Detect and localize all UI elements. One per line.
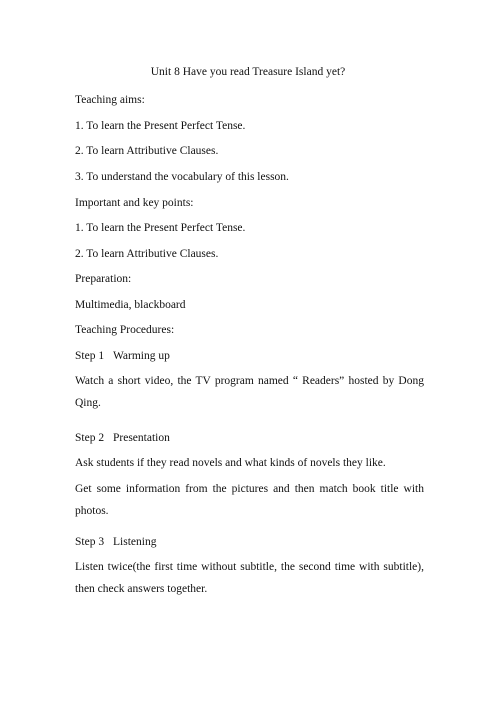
preparation-heading: Preparation: [75, 273, 132, 285]
step-heading [75, 432, 170, 444]
procedures-heading: Teaching Procedures: [75, 324, 175, 336]
teaching-aim-item: 1. To learn the Present Perfect Tense. [75, 120, 246, 132]
step-name: Warming up [113, 350, 170, 362]
step-heading [75, 350, 170, 362]
key-point-item: 2. To learn Attributive Clauses. [75, 248, 219, 260]
document-title: Unit 8 Have you read Treasure Island yet? [150, 66, 346, 78]
step-heading [75, 536, 156, 548]
step-name: Listening [113, 536, 157, 548]
key-points-heading: Important and key points: [75, 197, 194, 209]
teaching-aim-item: 3. To understand the vocabulary of this lesson. [75, 171, 289, 183]
step-label: Step 2 [75, 432, 105, 444]
step-paragraph: Ask students if they read novels and what kinds of novels they like. [75, 457, 386, 469]
teaching-aim-item: 2. To learn Attributive Clauses. [75, 145, 219, 157]
step-label: Step 1 [75, 350, 105, 362]
step-paragraph: Listen twice(the first time without subtitle, the second time with subtitle), then check answers together. [75, 561, 424, 595]
step-label: Step 3 [75, 536, 105, 548]
teaching-aims-heading: Teaching aims: [75, 94, 145, 106]
preparation-text: Multimedia, blackboard [75, 299, 186, 311]
step-paragraph: Get some information from the pictures and then match book title with photos. [75, 483, 424, 517]
step-name: Presentation [113, 432, 170, 444]
step-paragraph: Watch a short video, the TV program named “ Readers” hosted by Dong Qing. [75, 375, 424, 409]
key-point-item: 1. To learn the Present Perfect Tense. [75, 222, 246, 234]
